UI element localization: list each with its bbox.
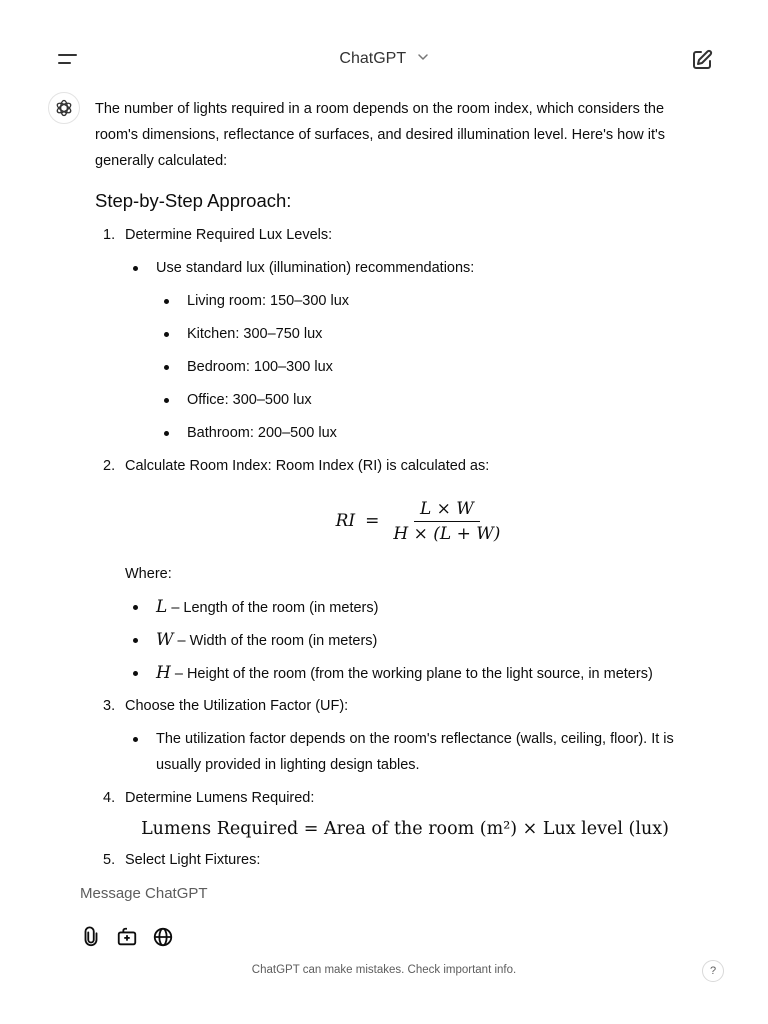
globe-search-icon[interactable] [152,926,174,948]
disclaimer-text: ChatGPT can make mistakes. Check important info. [251,964,517,976]
list-item [156,354,705,387]
lux-living-room: Living room: 150–300 lux [187,293,350,309]
formula-equals: = [365,511,380,531]
var-symbol: H [156,663,171,683]
assistant-message [95,96,705,880]
model-label: ChatGPT [339,50,407,67]
paperclip-attach-icon[interactable] [80,926,102,948]
chevron-down-icon [417,50,429,68]
list-item [125,726,705,785]
where-label: Where: [125,566,172,582]
step-title: Choose the Utilization Factor (UF): [125,698,349,714]
new-chat-edit-icon[interactable] [690,48,714,72]
var-description: – Length of the room (in meters) [167,600,379,616]
list-item [125,660,705,693]
message-composer[interactable] [80,880,700,908]
model-selector[interactable] [0,50,768,68]
step-number: 2. [103,458,116,474]
list-item [156,288,705,321]
step-1 [95,222,705,453]
lux-bedroom: Bedroom: 100–300 lux [187,359,333,375]
var-description: – Width of the room (in meters) [173,633,378,649]
bullet-text: The utilization factor depends on the room's reflectance (walls, ceiling, floor). It is usually provided in lighting design tables. [156,731,674,773]
list-item [156,321,705,354]
step-5 [95,847,705,880]
var-symbol: L [156,597,168,617]
step-title: Select Light Fixtures: [125,852,261,868]
lux-kitchen: Kitchen: 300–750 lux [187,326,323,342]
step-number: 1. [103,227,116,243]
list-item [156,387,705,420]
var-symbol: W [156,630,174,650]
var-description: – Height of the room (from the working plane to the light source, in meters) [170,666,653,682]
tools-briefcase-icon[interactable] [116,926,138,948]
room-index-formula [125,481,705,561]
list-item [156,420,705,453]
lux-office: Office: 300–500 lux [187,392,312,408]
lux-bathroom: Bathroom: 200–500 lux [187,425,337,441]
step-title: Determine Required Lux Levels: [125,227,333,243]
section-heading: Step-by-Step Approach: [95,190,292,211]
formula-lhs: RI [335,511,356,531]
formula-fraction [389,497,504,546]
sub-list [125,288,705,453]
step-number: 5. [103,852,116,868]
bullet-text: Use standard lux (illumination) recommendations: [156,260,475,276]
openai-logo-icon [48,92,80,124]
step-title: Calculate Room Index: Room Index (RI) is calculated as: [125,458,490,474]
step-title: Determine Lumens Required: [125,790,315,806]
step-3 [95,693,705,785]
step-2 [95,453,705,693]
list-item [125,255,705,288]
formula-numerator: L × W [414,497,480,522]
list-item [125,594,705,627]
list-item [125,627,705,660]
intro-paragraph: The number of lights required in a room depends on the room index, which considers the room's dimensions, reflectance of surfaces, and desired illumination level. Here's how it's generally calculated: [95,101,666,169]
lumens-formula: Lumens Required = Area of the room (m²) × Lux level (lux) [141,819,669,839]
composer-toolbar [80,926,174,950]
formula-denominator: H × (L + W) [393,523,501,544]
help-button[interactable]: ? [702,960,724,982]
step-4 [95,785,705,847]
step-number: 3. [103,698,116,714]
message-input[interactable]: Message ChatGPT [80,885,208,902]
step-number: 4. [103,790,116,806]
